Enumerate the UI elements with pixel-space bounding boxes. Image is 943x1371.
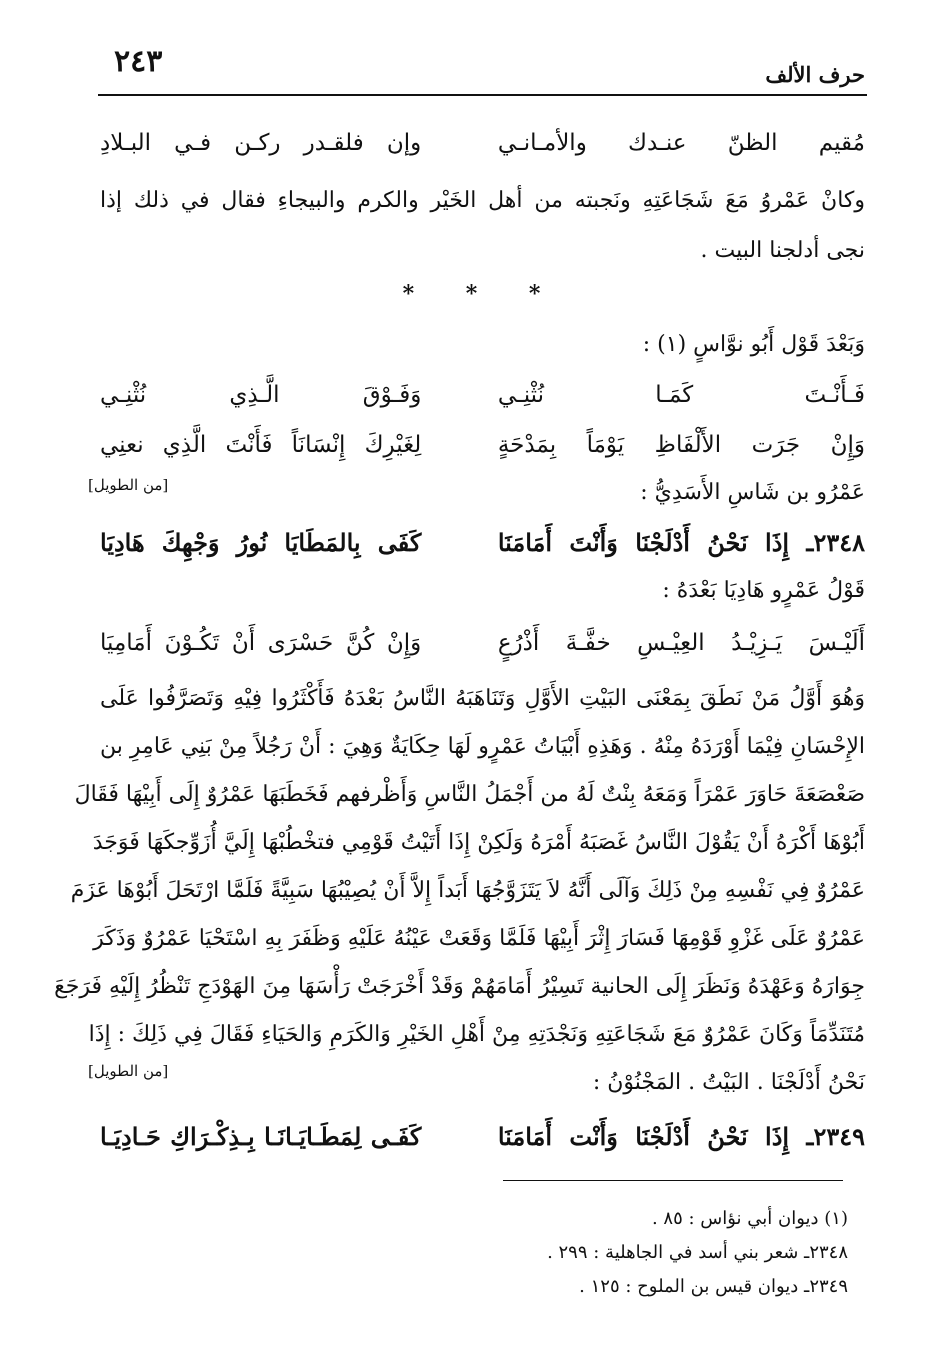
verse-second-hemistich: وَفَـوْقَ الَّـذِي نُثْنِـي xyxy=(100,382,422,408)
paragraph-line: الإِحْسَانِ فِيْمَا أَوْرَدَهُ مِنْهُ . وَهَذِهِ أَبْيَاتُ عَمْرٍو لَهَا حِكَايَةٌ وَهِيَ : أَنْ رَجُلاً مِنْ بَنِي عَامِرِ بن xyxy=(100,734,865,759)
verse-first-hemistich: وَإِنْ جَرَت الأَلْفَاظِ يَوْمَاً بِمَدْحَةٍ xyxy=(497,432,865,458)
paragraph-line: مُتَنَدِّمَاً وَكَانَ عَمْرُوٌ مَعَ شَجَاعَتِهِ وَنَجْدَتِهِ مِنْ أَهْلِ الخَيْرِ وَالكَرَمِ وَالحَيَاءِ فَقَالَ فِي ذَلِكَ : إِذَا xyxy=(88,1022,865,1047)
paragraph-line: عَمْرُوٌ عَلَى غَزْوِ قَوْمِهَا فَسَارَ إِثْرَ أَبِيْهَا فَلَمَّا وَقَعَتْ عَيْنُهُ عَلَيْهِ وَظَفَرَ بِهِ اسْتَحْيَا عَمْرُوٌ وَذَكَرَ xyxy=(93,926,865,951)
meter-note: [من الطويل] xyxy=(88,476,169,494)
running-head: حرف الألف xyxy=(765,62,865,87)
verse-first-hemistich: أَلَيْـسَ يَـزِيْـدُ العِيْـسِ خفَّـةَ أَذْرُعٍ xyxy=(497,630,865,656)
verse-first-hemistich: مُقيم الظنّ عنـدك والأمـانـي xyxy=(497,130,865,156)
footnote-rule xyxy=(503,1180,843,1181)
page-number: ٢٤٣ xyxy=(114,44,163,79)
verse-second-hemistich: كَفَى بِالمَطَايَا نُورُ وَجْهِكَ هَادِيَا xyxy=(100,528,422,557)
paragraph-line: وَهُوَ أَوَّلُ مَنْ نَطَقَ بِمَعْنَى البَيْتِ الأَوَّلِ وَتَنَاهَبَهُ النَّاسُ بَعْدَهُ فَأَكْثَرُوا فِيْهِ وَتَصَرَّفُوا عَلَى xyxy=(100,686,865,711)
verse-number: ٢٣٤٨ـ xyxy=(806,528,866,557)
verse-second-hemistich: وَإِنْ كُنَّ حَسْرَى أَنْ تَكُـوْنَ أَمَامِيَا xyxy=(100,630,422,656)
intro-line: قَوْلُ عَمْرٍو هَادِيَا بَعْدَهُ : xyxy=(662,578,865,603)
footnote: ٢٣٤٨ـ شعر بني أسد في الجاهلية : ٢٩٩ . xyxy=(547,1242,848,1263)
section-separator: * * * xyxy=(402,281,563,307)
paragraph-line: جِوَارَهُ وَعَهْدَهُ وَنَظَرَ إِلَى الحانية تَسِيْرُ أَمَامَهُمْ وَقَدْ أَخْرَجَتْ رَأْسَهَا مِنَ الهَوْدَجِ تَنْظُرُ إِلَيْهِ فَرَجَعَ xyxy=(54,974,865,999)
verse-first-hemistich xyxy=(498,1122,865,1151)
verse-second-hemistich: وإن فلقـدر ركـن فـي البـلادِ xyxy=(100,130,422,156)
header-rule xyxy=(98,94,867,96)
intro-line xyxy=(88,476,865,505)
footnote: ٢٣٤٩ـ ديوان قيس بن الملوح : ١٢٥ . xyxy=(579,1276,848,1297)
verse-first-hemistich xyxy=(498,528,865,557)
meter-note: [من الطويل] xyxy=(88,1062,169,1080)
paragraph-line-text: نَحْنُ أَدْلَجْنَا . البَيْتُ . المَجْنُوْنُ : xyxy=(592,1070,865,1095)
verse-first-hemistich-text: إِذَا نَحْنُ أَدْلَجْنَا وَأَنْت أَمَامَنَا xyxy=(497,1122,790,1151)
poet-attribution: عَمْرُو بن شَاسِ الأَسَدِيُّ : xyxy=(640,480,865,505)
verse-number: ٢٣٤٩ـ xyxy=(806,1122,866,1151)
verse-second-hemistich: لِغَيْرِكَ إِنْسَانَاً فَأَنْتَ الَّذِي نعنِي xyxy=(100,432,422,458)
paragraph-line: أَبُوْهَا أَكْرَهُ أَنْ يَقُوْلَ النَّاسُ غَصَبَهُ أَمْرَهُ وَلَكِنْ إِذَا أَتَيْتُ قَوْمِي فتخْطُبْهَا إِلَيَّ أُزَوِّجكَهَا فَوَجَدَ xyxy=(92,830,865,855)
verse-first-hemistich: فَـأَنْـتَ كَمَـا نُثْنِـي xyxy=(497,382,865,408)
paragraph-line xyxy=(88,1062,865,1095)
paragraph-line: عَمْرُوٌ فِي نَفْسِهِ مِنْ ذَلِكَ وَآلَى أَنَّهُ لاَ يَتَزَوَّجُهَا أَبَداً إِلاَّ أَنْ يُصِيْبُهَا سَبِيَّةً فَلَمَّا ارْتَحَلَ أَبُوْهَا عَزَمَ xyxy=(70,878,865,903)
footnote: (١) ديوان أبي نؤاس : ٨٥ . xyxy=(651,1208,848,1229)
paragraph-line: صَعْصَعَةَ حَاوَرَ عَمْرَاً وَمَعَهُ بِنْتٌ لَهُ من أَجْمَلُ النَّاسِ وَأَظْرفهم فَخَطَبَهَا عَمْرُوٌ إِلَى أَبِيْهَا فَقَالَ xyxy=(74,782,865,807)
paragraph-line: وكانْ عَمْروُ مَعَ شَجَاعَتِهِ ونَجبته من أهل الخَيْر والكرم والبيجاءِ فقال في ذلك إذا xyxy=(100,188,865,213)
verse-first-hemistich-text: إِذَا نَحْنُ أَدْلَجْنَا وَأَنْتَ أَمَامَنَا xyxy=(497,528,790,557)
intro-line: وَبَعْدَ قَوْل أَبُو نوَّاسٍ (١) : xyxy=(642,332,865,357)
page-header xyxy=(100,44,865,90)
paragraph-line: نجى أدلجنا البيت . xyxy=(700,238,865,263)
verse-second-hemistich: كَفَـى لِمَطَـايَـانَـا بِـذِكْـرَاكِ حَـادِيَـا xyxy=(100,1122,422,1151)
